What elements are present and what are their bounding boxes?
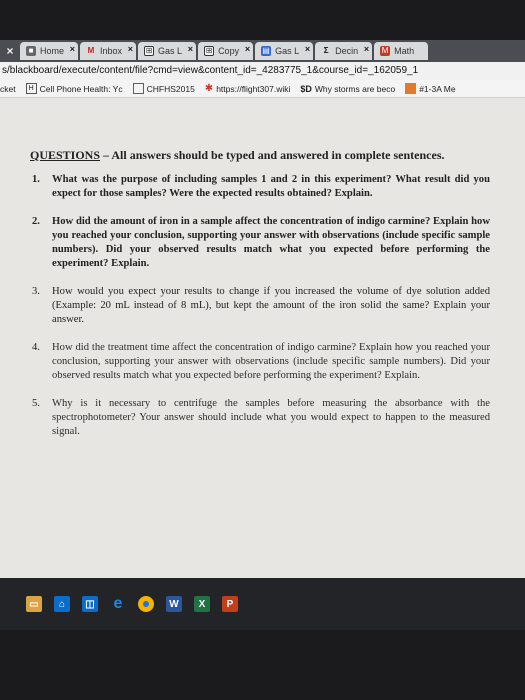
tab-close-icon[interactable]: ×: [363, 44, 370, 54]
question-number: 2.: [32, 216, 40, 227]
sheets-icon: ⊞: [145, 46, 153, 55]
question-text: How did the treatment time affect the concentration of indigo carmine? Explain how you reached your conclusion, supporting your answer with observations (include specific sample numbers). Did your observed results match what you expected before performing the experiment? Explain.: [52, 342, 490, 381]
tab-close-icon[interactable]: ×: [187, 44, 194, 54]
ppt-icon: [405, 83, 416, 94]
tab-close-icon[interactable]: ×: [244, 44, 251, 54]
tab-close-icon[interactable]: ×: [127, 44, 134, 54]
question-item: [30, 285, 490, 327]
question-text: Why is it necessary to centrifuge the samples before measuring the absorbance with the spectrophotometer? Your answer should include what you would expect to happen to the measured signal.: [52, 398, 490, 437]
bookmark-1-3a[interactable]: [405, 83, 455, 94]
docs-icon: ▤: [262, 46, 270, 55]
gmail-icon: M: [87, 46, 95, 55]
bookmarks-bar: [0, 80, 525, 98]
question-text: How would you expect your results to change if you increased the volume of dye solution added (Example: 20 mL instead of 8 mL), but kept the amount of the iron solid the same? Explain your answer.: [52, 286, 490, 325]
bookmark-label: Cell Phone Health: Yc: [39, 83, 123, 94]
h-icon: H: [26, 83, 37, 94]
tab-label: Gas L: [275, 46, 300, 56]
bookmark-why-storms[interactable]: [300, 84, 395, 94]
tab-label: Gas L: [158, 46, 183, 56]
close-icon[interactable]: ×: [6, 44, 14, 58]
taskbar: [0, 578, 525, 630]
question-number: 5.: [32, 398, 40, 409]
question-text: What was the purpose of including samples 1 and 2 in this experiment? What result did you expect for those samples? Were the expected results obtained? Explain.: [52, 174, 490, 199]
address-bar[interactable]: [0, 62, 525, 80]
question-number: 4.: [32, 342, 40, 353]
questions-document: [30, 148, 490, 453]
tab-label: Decin: [335, 46, 359, 56]
tab-gas-law-sheet[interactable]: [138, 42, 196, 60]
document-viewer: [0, 98, 525, 578]
bookmark-label: cket: [0, 83, 16, 94]
sheets-icon: ⊞: [205, 46, 213, 55]
bookmark-chfhs2015[interactable]: [133, 83, 195, 94]
excel-icon[interactable]: X: [194, 596, 210, 612]
settings-icon[interactable]: ◫: [82, 596, 98, 612]
m-icon: M: [381, 46, 389, 55]
tab-label: Copy: [218, 46, 240, 56]
question-item: [30, 173, 490, 201]
question-text: How did the amount of iron in a sample affect the concentration of indigo carmine? Explain how you reached your conclusion, supporting your answer with observations (include specific sample numbers). Did your observed results match what you expected before performing the experiment? Explain.: [52, 216, 490, 269]
tab-label: Math: [394, 46, 415, 56]
page-icon: [133, 83, 144, 94]
tab-copy[interactable]: [198, 42, 253, 60]
file-explorer-icon[interactable]: ▭: [26, 596, 42, 612]
bookmark-cell-phone-health[interactable]: [26, 83, 123, 94]
question-item: [30, 215, 490, 271]
tab-label: Inbox: [100, 46, 123, 56]
tab-home[interactable]: [20, 42, 78, 60]
blackboard-icon: ■: [26, 46, 36, 56]
sd-icon: $D: [300, 83, 312, 94]
chrome-icon[interactable]: [138, 596, 154, 612]
bookmark-cket[interactable]: [0, 84, 16, 94]
tab-label: Home: [40, 46, 65, 56]
store-icon[interactable]: ⌂: [54, 596, 70, 612]
tab-gas-law-doc[interactable]: [255, 42, 313, 60]
pinwheel-icon: ✱: [204, 83, 214, 94]
tab-math[interactable]: [374, 42, 428, 60]
powerpoint-icon[interactable]: P: [222, 596, 238, 612]
tab-close-icon[interactable]: ×: [69, 44, 76, 54]
url-text: s/blackboard/execute/content/file?cmd=view&content_id=_4283775_1&course_id=_162059_1: [2, 65, 419, 76]
sigma-icon: Σ: [323, 46, 329, 55]
browser-tab-bar: [0, 40, 525, 62]
bookmark-label: #1-3A Me: [419, 83, 456, 94]
question-item: [30, 341, 490, 383]
edge-icon[interactable]: e: [113, 595, 123, 612]
questions-heading: QUESTIONS – All answers should be typed and answered in complete sentences.: [30, 148, 445, 162]
question-number: 3.: [32, 286, 40, 297]
question-item: [30, 397, 490, 439]
bookmark-label: CHFHS2015: [146, 83, 195, 94]
bookmark-label: https://flight307.wiki: [216, 83, 291, 94]
bookmark-flight307[interactable]: [205, 83, 291, 94]
tab-decimal[interactable]: [315, 42, 372, 60]
tab-close-icon[interactable]: ×: [304, 44, 311, 54]
word-icon[interactable]: W: [166, 596, 182, 612]
question-number: 1.: [32, 174, 40, 185]
bookmark-label: Why storms are beco: [314, 83, 396, 94]
tab-inbox[interactable]: [80, 42, 136, 60]
